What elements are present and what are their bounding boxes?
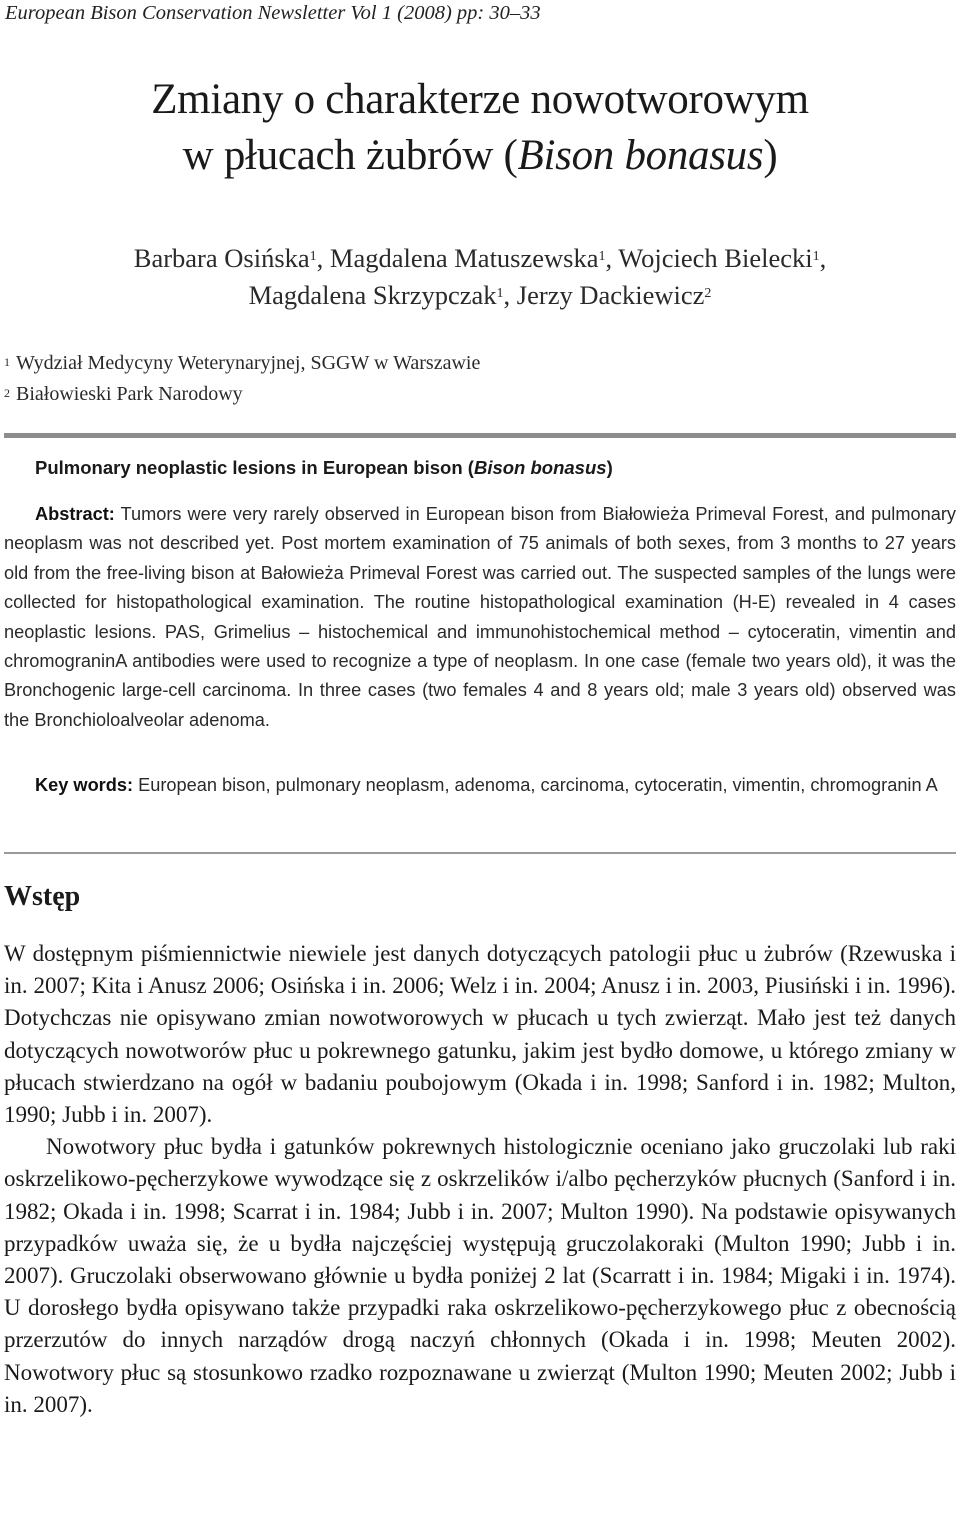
- abstract-paragraph: [4, 500, 956, 735]
- paper-title: [0, 72, 960, 184]
- author-affiliation-mark: 1: [598, 249, 606, 264]
- author-name: Wojciech Bielecki: [618, 243, 813, 273]
- author-affiliation-mark: 1: [309, 249, 317, 264]
- section-body: [4, 938, 956, 1421]
- author-name: Magdalena Skrzypczak: [248, 280, 497, 310]
- running-head: European Bison Conservation Newsletter Vol 1 (2008) pp: 30–33: [5, 2, 541, 24]
- section-divider-top: [4, 433, 956, 438]
- author-list: [0, 240, 960, 314]
- abstract-title-species: Bison bonasus: [473, 457, 607, 478]
- author-affiliation-mark: 2: [704, 286, 712, 301]
- keywords-text: European bison, pulmonary neoplasm, adenoma, carcinoma, cytoceratin, vimentin, chromogranin A: [133, 775, 938, 795]
- title-species-name: Bison bonasus: [517, 132, 764, 179]
- author-line-2: Magdalena Skrzypczak$^1$, Jerzy Dackiewicz$^2$: [248, 280, 712, 310]
- section-heading: Wstęp: [4, 881, 81, 912]
- author-affiliation-mark: 1: [496, 286, 504, 301]
- abstract-text: Tumors were very rarely observed in European bison from Białowieża Primeval Forest, and pulmonary neoplasm was not described yet. Post mortem examination of 75 animals of both sexes, from 3 months to 27 years old from the free-living bison at Bałowieża Primeval Forest was carried out. The suspected samples of the lungs were collected for histopathological examination. The routine histopathological examination (H-E) revealed in 4 cases neoplastic lesions. PAS, Grimelius – histochemical and immunohistochemical method – cytoceratin, vimentin and chromograninA antibodies were used to recognize a type of neoplasm. In one case (female two years old), it was the Bronchogenic large-cell carcinoma. In three cases (two females 4 and 8 years old; male 3 years old) observed was the Bronchioloalveolar adenoma.: [4, 504, 956, 730]
- title-line-1: Zmiany o charakterze nowotworowym: [151, 76, 809, 123]
- keywords-paragraph: [4, 771, 956, 800]
- affiliation-list: [4, 348, 480, 410]
- author-name: Barbara Osińska: [133, 243, 310, 273]
- affiliation-item: $^1$ Wydział Medycyny Weterynaryjnej, SGGW w Warszawie: [4, 352, 481, 374]
- keywords-label: Key words:: [35, 775, 134, 795]
- body-paragraph: W dostępnym piśmiennictwie niewiele jest danych dotyczących patologii płuc u żubrów (Rzewuska i in. 2007; Kita i Anusz 2006; Osińska i in. 2006; Welz i in. 2004; Anusz i in. 2003, Piusiński i in. 1996). Dotychczas nie opisywano zmian nowotworowych w płucach u tych zwierząt. Mało jest też danych dotyczących nowotworów płuc u pokrewnego gatunku, jakim jest bydło domowe, u którego zmiany w płucach stwierdzano na ogół w badaniu poubojowym (Okada i in. 1998; Sanford i in. 1982; Multon, 1990; Jubb i in. 2007).: [4, 941, 956, 1128]
- affiliation-item: $^2$ Białowieski Park Narodowy: [4, 383, 243, 405]
- title-line-2: w płucach żubrów (Bison bonasus): [182, 132, 778, 179]
- author-name: Magdalena Matuszewska: [329, 243, 599, 273]
- author-affiliation-mark: 1: [812, 249, 820, 264]
- body-paragraph: Nowotwory płuc bydła i gatunków pokrewnych histologicznie oceniano jako gruczolaki lub raki oskrzelikowo-pęcherzykowe wywodzące się z oskrzelików i/albo pęcherzyków płucnych (Sanford i in. 1982; Okada i in. 1998; Scarrat i in. 1984; Jubb i in. 2007; Multon 1990). Na podstawie opisywanych przypadków uważa się, że u bydła najczęściej występują gruczolakoraki (Multon 1990; Jubb i in. 2007). Gruczolaki obserwowano głównie u bydła poniżej 2 lat (Scarratt i in. 1984; Migaki i in. 1974). U dorosłego bydła opisywano także przypadki raka oskrzelikowo-pęcherzykowego płuc z obecnością przerzutów do innych narządów drogą naczyń chłonnych (Okada i in. 1998; Meuten 2002). Nowotwory płuc są stosunkowo rzadko rozpoznawane u zwierząt (Multon 1990; Meuten 2002; Jubb i in. 2007).: [4, 1134, 956, 1417]
- abstract-label: Abstract:: [35, 504, 115, 524]
- author-name: Jerzy Dackiewicz: [516, 280, 705, 310]
- section-divider-bottom: [4, 852, 956, 854]
- abstract-title: Pulmonary neoplastic lesions in European bison (Bison bonasus): [35, 457, 613, 478]
- author-line-1: Barbara Osińska$^1$, Magdalena Matuszewska$^1$, Wojciech Bielecki$^1$,: [133, 243, 827, 273]
